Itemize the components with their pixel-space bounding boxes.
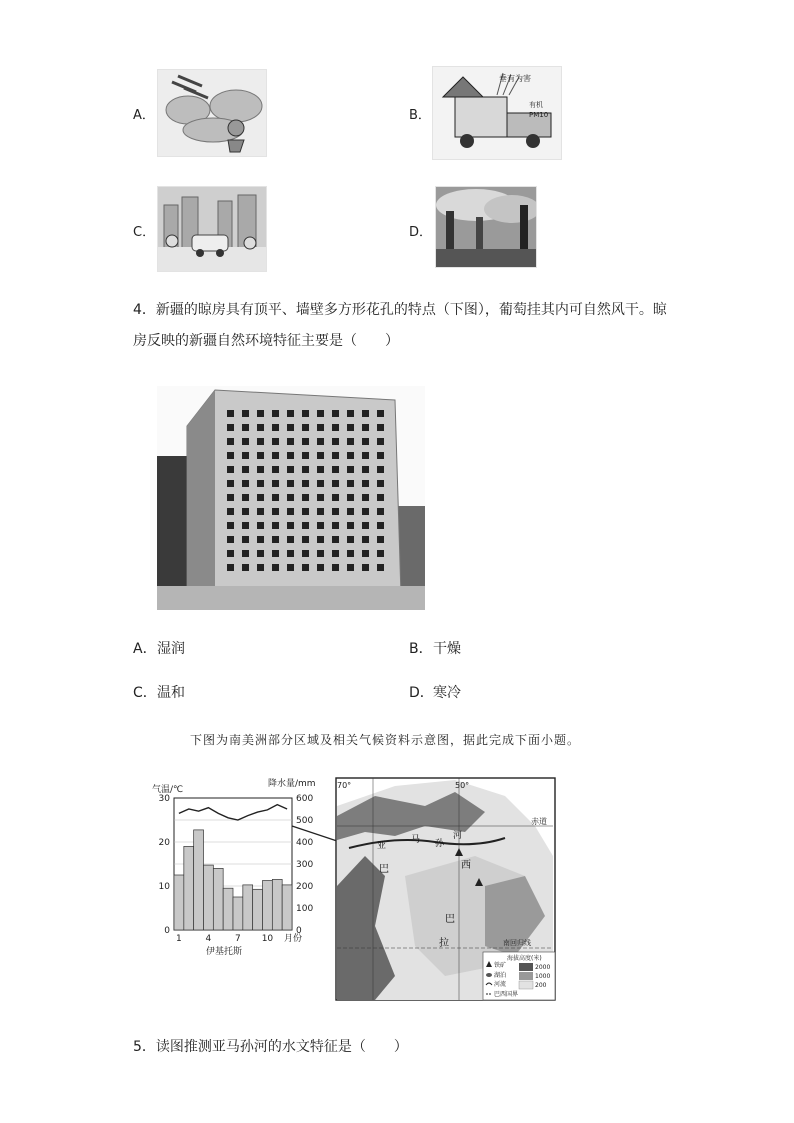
wall-hole — [347, 480, 354, 487]
wall-hole — [242, 410, 249, 417]
climate-chart-svg — [150, 776, 340, 958]
wall-hole — [272, 424, 279, 431]
wall-hole — [317, 536, 324, 543]
wall-hole — [362, 564, 369, 571]
wall-hole — [287, 494, 294, 501]
wall-hole — [257, 522, 264, 529]
wall-hole — [377, 494, 384, 501]
precipitation-bar — [194, 830, 204, 930]
drying-house-photo — [157, 386, 425, 610]
wall-hole — [317, 550, 324, 557]
wall-hole — [332, 536, 339, 543]
wall-hole — [362, 536, 369, 543]
wall-hole — [332, 480, 339, 487]
map-svg — [335, 776, 557, 1002]
wall-hole — [347, 536, 354, 543]
wall-hole — [377, 452, 384, 459]
wall-hole — [302, 466, 309, 473]
svg-text:2000: 2000 — [535, 964, 551, 971]
station-name: 伊基托斯 — [206, 947, 243, 957]
q4-option-b-letter: B． — [409, 641, 433, 657]
wall-hole — [377, 550, 384, 557]
wall-hole — [272, 494, 279, 501]
wall-hole — [287, 550, 294, 557]
precipitation-bar — [272, 879, 282, 930]
wall-hole — [257, 480, 264, 487]
wall-hole — [272, 452, 279, 459]
wall-hole — [257, 424, 264, 431]
wall-hole — [362, 452, 369, 459]
wall-hole — [287, 424, 294, 431]
wall-hole — [332, 494, 339, 501]
q4-option-c-text: 温和 — [157, 685, 185, 701]
wall-hole — [257, 494, 264, 501]
wall-hole — [242, 550, 249, 557]
precipitation-bar — [263, 881, 273, 931]
wall-hole — [227, 438, 234, 445]
wall-hole — [332, 564, 339, 571]
question-4-line-1: 4．新疆的晾房具有顶平、墙壁多方形花孔的特点（下图），葡萄挂其内可自然风干。晾 — [133, 302, 667, 318]
question-4-line-2: 房反映的新疆自然环境特征主要是（ ） — [133, 333, 399, 349]
svg-text:拉: 拉 — [439, 938, 449, 949]
wall-hole — [227, 508, 234, 515]
wall-hole — [317, 410, 324, 417]
wall-hole — [362, 522, 369, 529]
south-america-map — [335, 776, 557, 1002]
svg-text:巴西国界: 巴西国界 — [494, 991, 519, 998]
wall-hole — [317, 494, 324, 501]
x-tick-label: 7 — [235, 934, 241, 944]
right-tick-label: 400 — [296, 838, 314, 848]
wall-hole — [377, 536, 384, 543]
climate-chart — [150, 776, 340, 958]
drying-house-icon — [157, 386, 425, 610]
wall-hole — [317, 508, 324, 515]
wall-hole — [302, 564, 309, 571]
left-axis-title: 气温/℃ — [152, 785, 184, 795]
wall-hole — [362, 438, 369, 445]
svg-text:PM10: PM10 — [529, 111, 549, 119]
option-d-image — [435, 186, 537, 268]
option-a-image — [157, 69, 267, 157]
wall-hole — [377, 410, 384, 417]
svg-text:70°: 70° — [337, 781, 352, 790]
svg-text:南回归线: 南回归线 — [503, 939, 531, 947]
wall-hole — [362, 466, 369, 473]
wall-hole — [242, 564, 249, 571]
svg-text:有机: 有机 — [529, 101, 543, 109]
wall-hole — [377, 480, 384, 487]
wall-hole — [332, 452, 339, 459]
wall-hole — [347, 466, 354, 473]
precipitation-bar — [223, 888, 233, 930]
wall-hole — [332, 508, 339, 515]
wall-hole — [332, 424, 339, 431]
option-d-label: D． — [409, 225, 433, 240]
wall-hole — [257, 466, 264, 473]
wall-hole — [362, 480, 369, 487]
wall-hole — [227, 480, 234, 487]
q4-option-d-text: 寒冷 — [433, 685, 461, 701]
wall-hole — [362, 424, 369, 431]
wall-hole — [317, 466, 324, 473]
wall-hole — [242, 536, 249, 543]
wall-hole — [302, 424, 309, 431]
right-tick-label: 200 — [296, 882, 314, 892]
wall-hole — [302, 536, 309, 543]
wall-hole — [287, 480, 294, 487]
wall-hole — [377, 438, 384, 445]
temperature-line — [179, 805, 287, 820]
wall-hole — [272, 438, 279, 445]
svg-text:马: 马 — [411, 835, 421, 845]
wall-hole — [242, 494, 249, 501]
wall-hole — [227, 550, 234, 557]
wall-hole — [302, 508, 309, 515]
wall-hole — [347, 564, 354, 571]
svg-text:河流: 河流 — [494, 981, 507, 988]
wall-hole — [332, 438, 339, 445]
svg-text:200: 200 — [535, 982, 547, 989]
svg-text:湖泊: 湖泊 — [494, 972, 507, 979]
option-b-image — [432, 66, 562, 160]
precipitation-bar — [243, 885, 253, 930]
wall-hole — [377, 424, 384, 431]
wall-hole — [287, 536, 294, 543]
right-axis-title: 降水量/mm — [268, 779, 316, 789]
wall-hole — [287, 564, 294, 571]
wall-hole — [257, 536, 264, 543]
wall-hole — [362, 494, 369, 501]
option-c-label: C． — [133, 225, 156, 240]
wall-hole — [227, 564, 234, 571]
wall-hole — [272, 536, 279, 543]
wall-hole — [272, 508, 279, 515]
wall-hole — [377, 564, 384, 571]
wall-hole — [377, 466, 384, 473]
right-tick-label: 500 — [296, 816, 314, 826]
svg-text:50°: 50° — [455, 781, 470, 790]
wall-hole — [302, 410, 309, 417]
wall-hole — [302, 522, 309, 529]
wall-hole — [302, 494, 309, 501]
wall-hole — [257, 452, 264, 459]
wall-hole — [332, 550, 339, 557]
svg-text:1000: 1000 — [535, 973, 551, 980]
svg-text:海拔高度(米): 海拔高度(米) — [507, 955, 542, 962]
wall-hole — [377, 522, 384, 529]
wall-hole — [227, 522, 234, 529]
wall-hole — [317, 522, 324, 529]
wall-hole — [302, 438, 309, 445]
wall-hole — [302, 452, 309, 459]
wall-hole — [347, 410, 354, 417]
precipitation-bar — [233, 897, 243, 930]
x-axis-unit: 月份 — [284, 934, 303, 944]
x-tick-label: 10 — [261, 934, 274, 944]
wall-hole — [287, 410, 294, 417]
precipitation-bar — [174, 875, 184, 930]
smog-city-cartoon-icon — [158, 187, 266, 271]
wall-hole — [332, 522, 339, 529]
wall-hole — [347, 508, 354, 515]
wall-hole — [377, 508, 384, 515]
right-tick-label: 0 — [296, 926, 302, 936]
left-tick-label: 30 — [158, 794, 170, 804]
wall-hole — [257, 550, 264, 557]
wall-hole — [287, 508, 294, 515]
factory-smoke-photo-icon — [436, 187, 536, 267]
wall-hole — [287, 466, 294, 473]
wall-hole — [242, 480, 249, 487]
wall-hole — [332, 466, 339, 473]
option-b-label: B． — [409, 108, 431, 123]
wall-hole — [257, 410, 264, 417]
wall-hole — [347, 452, 354, 459]
wall-hole — [347, 550, 354, 557]
wall-hole — [332, 410, 339, 417]
svg-text:赤道: 赤道 — [531, 817, 547, 826]
svg-text:亚: 亚 — [377, 841, 387, 851]
wall-hole — [272, 564, 279, 571]
wall-hole — [227, 494, 234, 501]
option-a-label: A． — [133, 108, 155, 123]
wall-hole — [287, 452, 294, 459]
precipitation-bar — [253, 889, 263, 930]
wall-hole — [317, 424, 324, 431]
wall-hole — [362, 508, 369, 515]
svg-text:河: 河 — [453, 831, 463, 841]
left-tick-label: 20 — [158, 838, 170, 848]
section-intro: 下图为南美洲部分区域及相关气候资料示意图，据此完成下面小题。 — [190, 733, 581, 747]
q4-option-c-letter: C． — [133, 685, 157, 701]
q4-option-d-letter: D． — [409, 685, 434, 701]
x-tick-label: 1 — [176, 934, 182, 944]
option-c-image — [157, 186, 267, 272]
dust-storm-cartoon-icon — [158, 70, 266, 156]
left-tick-label: 10 — [158, 882, 170, 892]
wall-hole — [362, 550, 369, 557]
precipitation-bar — [184, 846, 194, 930]
svg-text:铁矿: 铁矿 — [494, 962, 507, 969]
svg-text:孙: 孙 — [435, 839, 445, 849]
wall-hole — [242, 522, 249, 529]
wall-hole — [227, 466, 234, 473]
wall-hole — [257, 564, 264, 571]
precipitation-bar — [282, 885, 292, 930]
wall-hole — [272, 466, 279, 473]
wall-hole — [272, 522, 279, 529]
wall-hole — [227, 536, 234, 543]
wall-hole — [347, 424, 354, 431]
wall-hole — [242, 438, 249, 445]
wall-hole — [242, 508, 249, 515]
svg-text:巴: 巴 — [379, 864, 389, 875]
wall-hole — [317, 564, 324, 571]
wall-hole — [257, 438, 264, 445]
wall-hole — [347, 438, 354, 445]
wall-hole — [302, 550, 309, 557]
wall-hole — [302, 480, 309, 487]
wall-hole — [347, 494, 354, 501]
wall-hole — [242, 452, 249, 459]
wall-hole — [287, 438, 294, 445]
question-5: 5．读图推测亚马孙河的水文特征是（ ） — [133, 1039, 408, 1055]
wall-hole — [272, 550, 279, 557]
wall-hole — [317, 452, 324, 459]
svg-text:巴: 巴 — [445, 914, 455, 925]
svg-text:西: 西 — [461, 860, 471, 871]
q4-option-a-text: 湿润 — [157, 641, 185, 657]
wall-hole — [362, 410, 369, 417]
wall-hole — [317, 480, 324, 487]
wall-hole — [227, 410, 234, 417]
left-tick-label: 0 — [164, 926, 170, 936]
wall-hole — [287, 522, 294, 529]
wall-hole — [242, 424, 249, 431]
wall-hole — [227, 452, 234, 459]
map-legend — [483, 952, 555, 1000]
wall-hole — [227, 424, 234, 431]
wall-hole — [272, 410, 279, 417]
truck-cartoon-icon — [433, 67, 561, 159]
svg-text:垂有为害: 垂有为害 — [499, 74, 531, 83]
x-tick-label: 4 — [205, 934, 212, 944]
right-tick-label: 600 — [296, 794, 314, 804]
wall-hole — [257, 508, 264, 515]
wall-hole — [347, 522, 354, 529]
q4-option-a-letter: A． — [133, 641, 157, 657]
right-tick-label: 300 — [296, 860, 314, 870]
wall-hole — [272, 480, 279, 487]
wall-hole — [242, 466, 249, 473]
wall-hole — [317, 438, 324, 445]
right-tick-label: 100 — [296, 904, 314, 914]
precipitation-bar — [213, 868, 223, 930]
q4-option-b-text: 干燥 — [433, 641, 461, 657]
precipitation-bar — [204, 865, 214, 930]
